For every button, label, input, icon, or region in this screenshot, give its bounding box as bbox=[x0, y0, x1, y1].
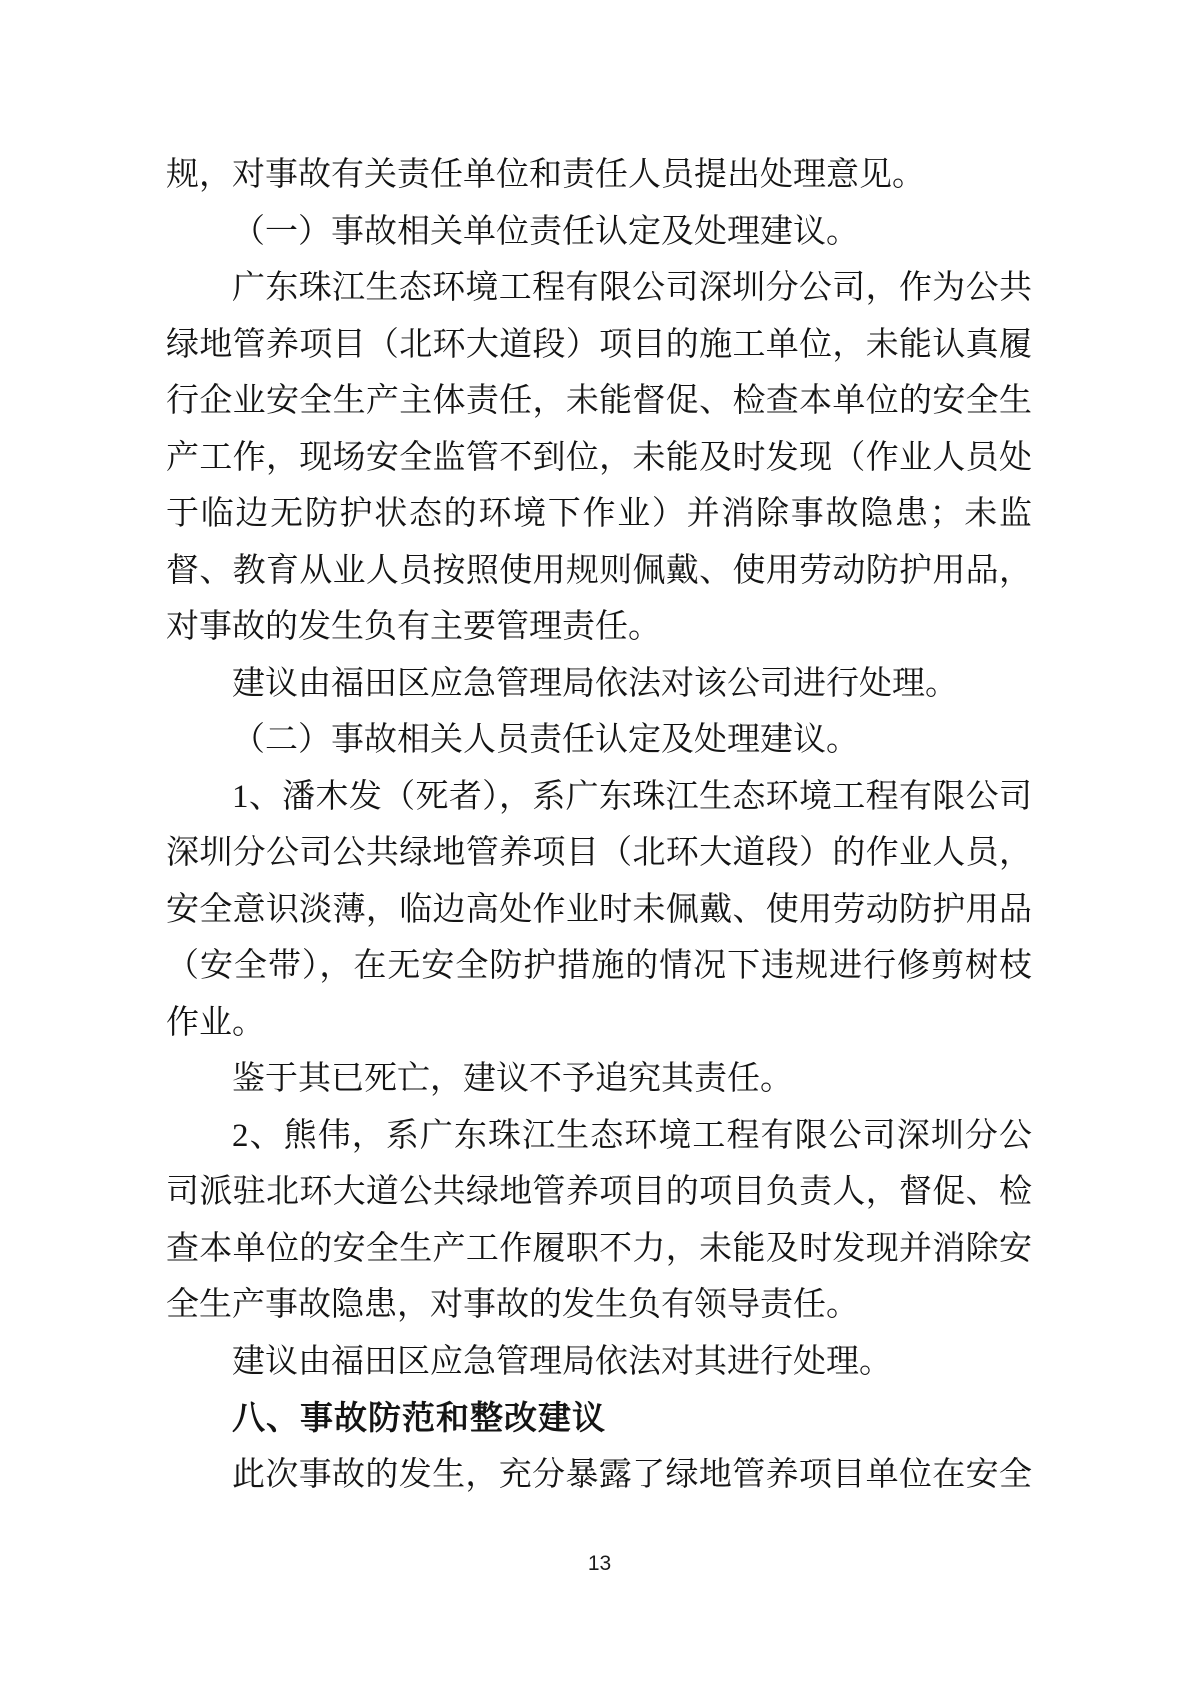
page-number: 13 bbox=[587, 1552, 612, 1575]
paragraph: （一）事故相关单位责任认定及处理建议。 bbox=[232, 213, 859, 250]
document-body bbox=[166, 147, 1032, 1560]
paragraph: 广东珠江生态环境工程有限公司深圳分公司，作为公共绿地管养项目（北环大道段）项目的施工单位，未能认真履行企业安全生产主体责任，未能督促、检查本单位的安全生产工作，现场安全监管不到位，未能及时发现（作业人员处于临边无防护状态的环境下作业）并消除事故隐患；未监督、教育从业人员按照使用规则佩戴、使用劳动防护用品，对事故的发生负有主要管理责任。 bbox=[166, 270, 1032, 645]
paragraph: （二）事故相关人员责任认定及处理建议。 bbox=[232, 722, 859, 758]
section-heading: 八、事故防范和整改建议 bbox=[232, 1399, 606, 1436]
paragraph: 鉴于其已死亡，建议不予追究其责任。 bbox=[232, 1061, 793, 1097]
paragraph: 此次事故的发生，充分暴露了绿地管养项目单位在安全 bbox=[232, 1456, 1032, 1493]
paragraph: 1、潘木发（死者），系广东珠江生态环境工程有限公司深圳分公司公共绿地管养项目（北环大道段）的作业人员，安全意识淡薄，临边高处作业时未佩戴、使用劳动防护用品（安全带），在无安全防护措施的情况下违规进行修剪树枝作业。 bbox=[166, 778, 1032, 1041]
paragraph: 建议由福田区应急管理局依法对其进行处理。 bbox=[232, 1343, 892, 1380]
paragraph: 规，对事故有关责任单位和责任人员提出处理意见。 bbox=[166, 157, 925, 193]
paragraph: 建议由福田区应急管理局依法对该公司进行处理。 bbox=[232, 665, 958, 702]
paragraph: 2、熊伟，系广东珠江生态环境工程有限公司深圳分公司派驻北环大道公共绿地管养项目的项目负责人，督促、检查本单位的安全生产工作履职不力，未能及时发现并消除安全生产事故隐患，对事故的发生负有领导责任。 bbox=[166, 1117, 1032, 1323]
